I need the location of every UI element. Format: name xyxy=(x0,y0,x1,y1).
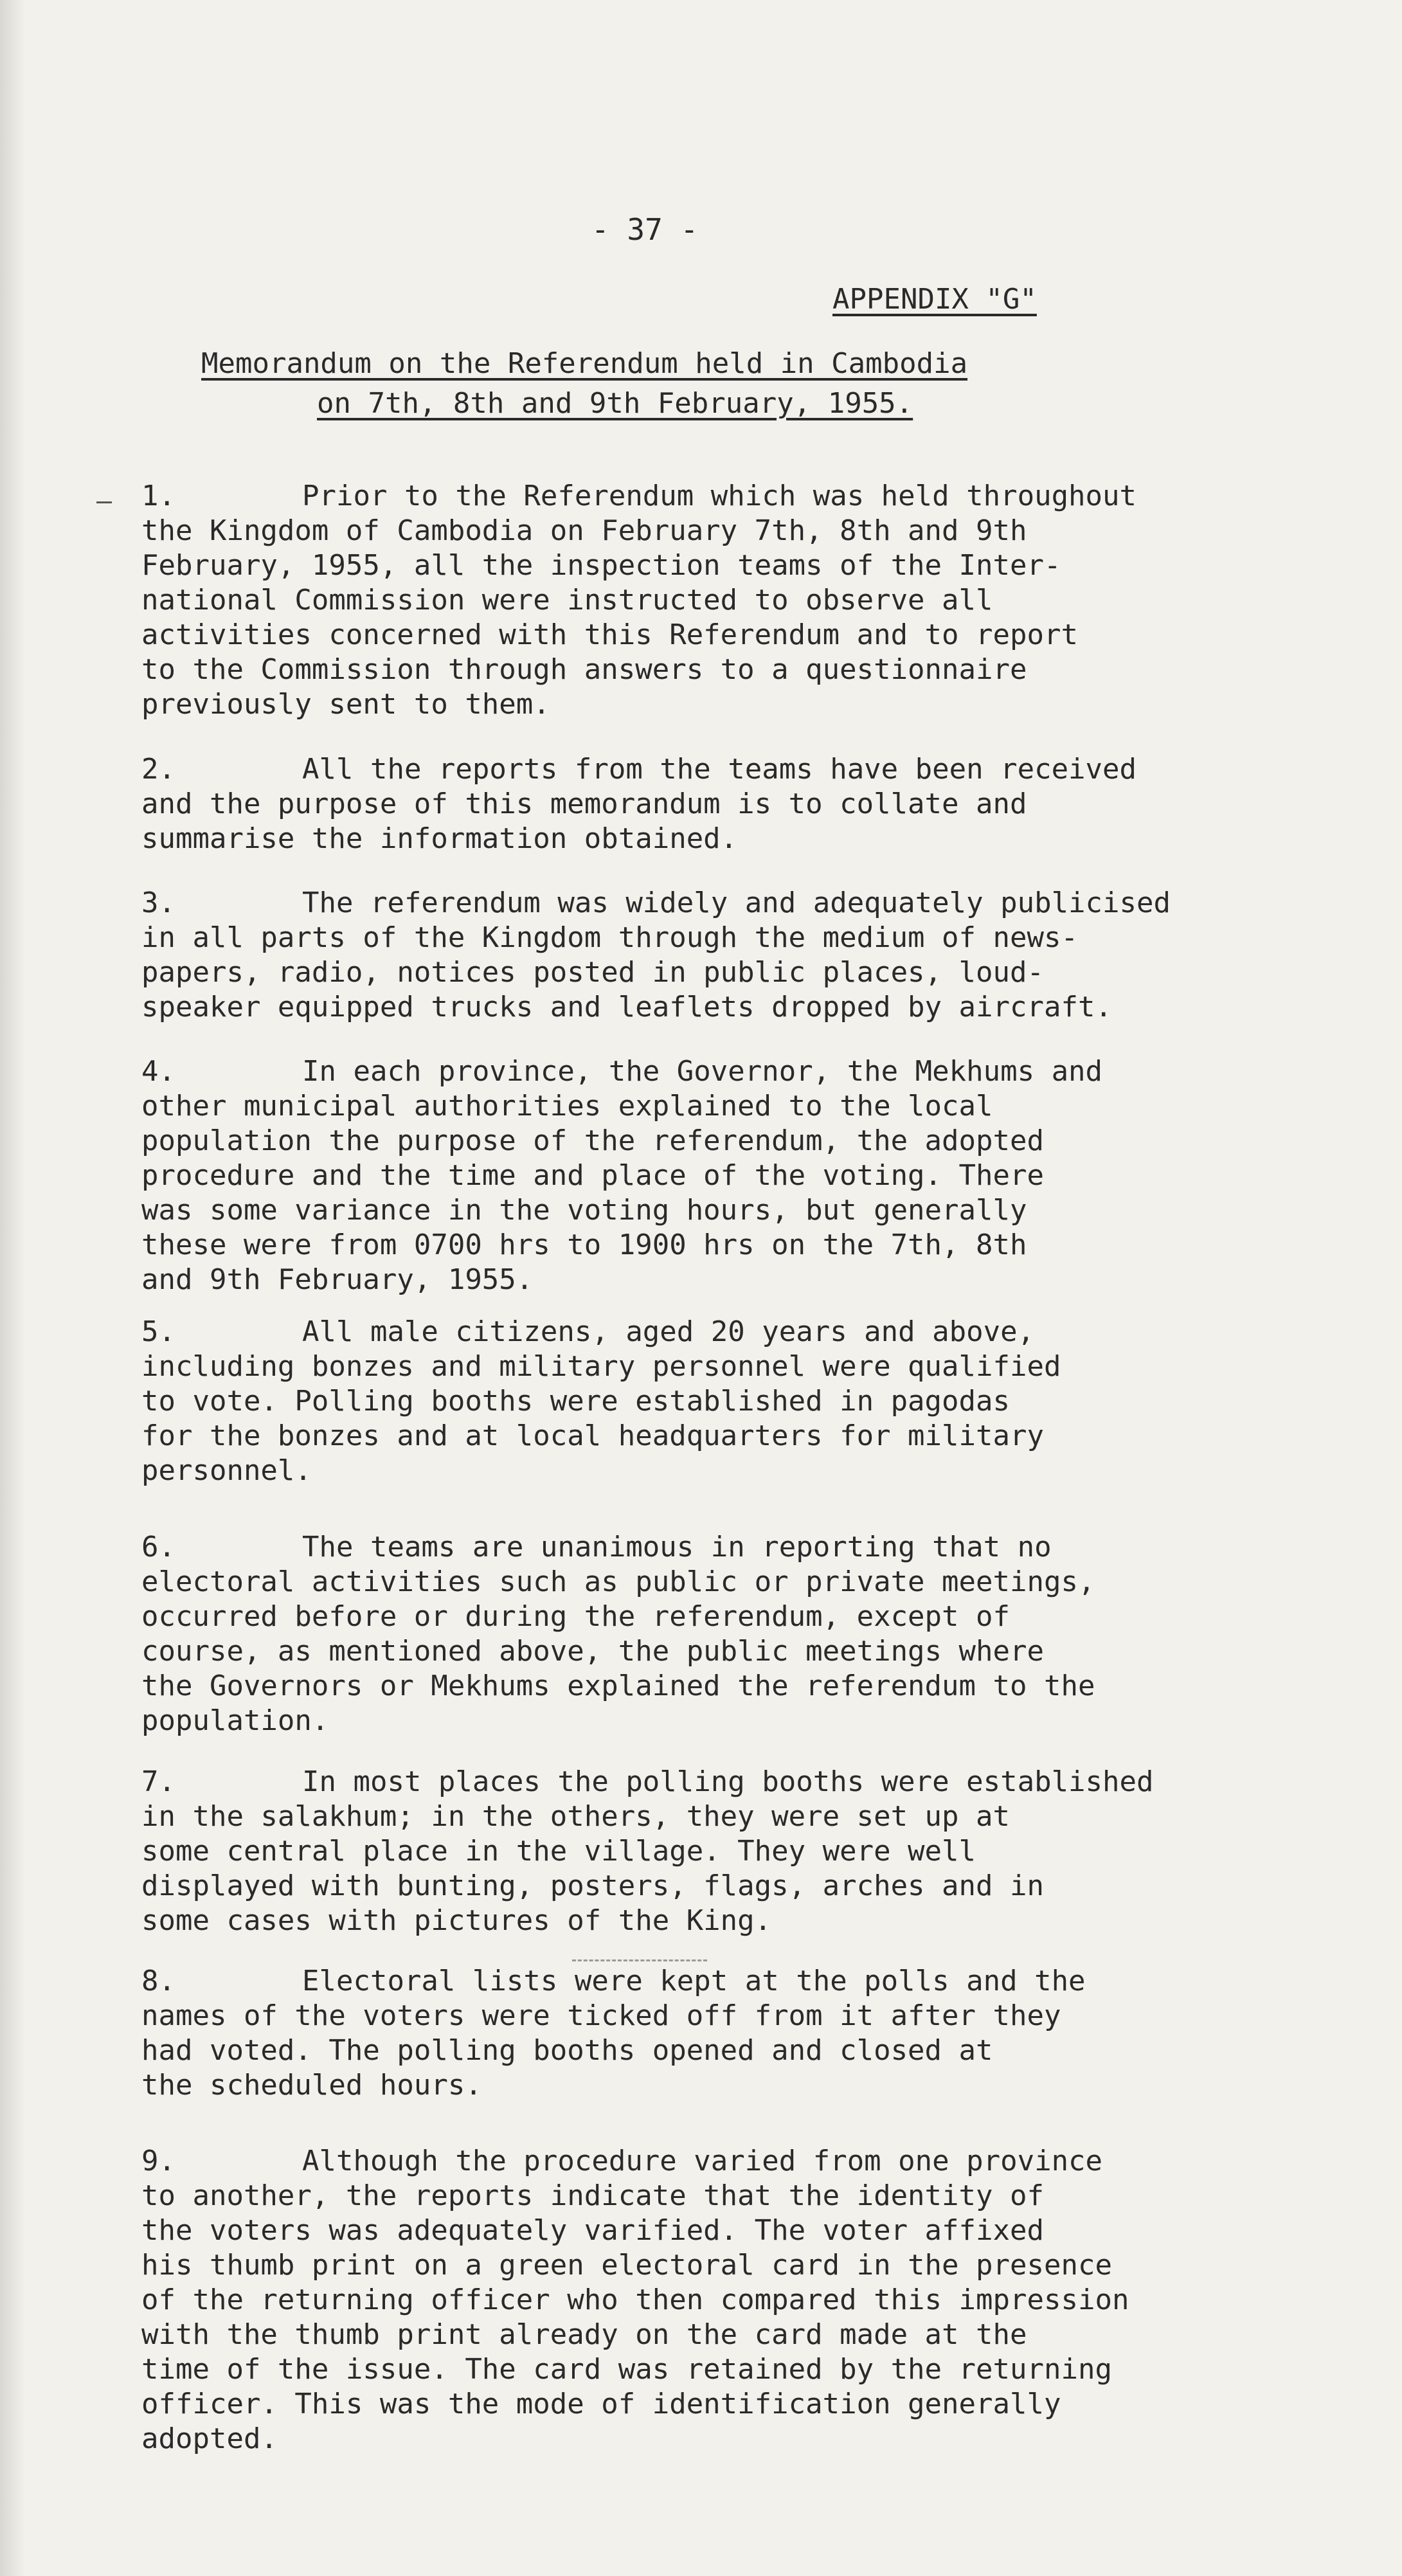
dashed-rule xyxy=(572,1959,707,1961)
paragraph-number: 2. xyxy=(141,753,175,786)
paragraph-text: All male citizens, aged 20 years and above, including bonzes and military personnel were qualified to vote. Polling booths were established in pagodas for the bonzes and at local headquarters for military personnel. xyxy=(141,1315,1061,1487)
paragraph-text: In each province, the Governor, the Mekhums and other municipal authorities explained to the local population the purpose of the referendum, the adopted procedure and the time and place of the voting. There was some variance in the voting hours, but generally these were from 0700 hrs to 1900 hrs on the 7th, 8th and 9th February, 1955. xyxy=(141,1055,1103,1296)
paragraph-text: Although the procedure varied from one province to another, the reports indicate that the identity of the voters was adequately varified. The voter affixed his thumb print on a green electoral card in the presence of the returning officer who then compared this impression with the thumb print already on the card made at the time of the issue. The card was retained by the returning officer. This was the mode of identification generally adopted. xyxy=(141,2145,1129,2455)
paragraph-6 xyxy=(141,1530,1318,1738)
paragraph-text: Prior to the Referendum which was held throughout the Kingdom of Cambodia on February 7th, 8th and 9th February, 1955, all the inspection teams of the Inter- national Commission were instructed to observe all activities concerned with this Referendum and to report to the Commission through answers to a questionnaire previously sent to them. xyxy=(141,480,1137,721)
memorandum-title xyxy=(201,344,967,424)
paragraph-number: 9. xyxy=(141,2145,175,2177)
paragraph-7 xyxy=(141,1765,1318,1938)
paragraph-number: 1. xyxy=(141,480,175,512)
paragraph-3 xyxy=(141,886,1318,1025)
paragraph-text: The teams are unanimous in reporting that no electoral activities such as public or private meetings, occurred before or during the referendum, except of course, as mentioned above, the public meetings where the Governors or Mekhums explained the referendum to the population. xyxy=(141,1531,1095,1737)
appendix-heading: APPENDIX "G" xyxy=(832,283,1037,316)
margin-mark xyxy=(96,501,112,503)
paragraph-text: The referendum was widely and adequately publicised in all parts of the Kingdom through the medium of news- papers, radio, notices posted in public places, loud- speaker equipped trucks and leaflets dropped by aircraft. xyxy=(141,887,1171,1023)
paragraph-8 xyxy=(141,1964,1318,2103)
paragraph-4 xyxy=(141,1054,1318,1297)
page-number: - 37 - xyxy=(591,212,699,247)
paragraph-text: In most places the polling booths were established in the salakhum; in the others, they were set up at some central place in the village. They were well displayed with bunting, posters, flags, arches and in some cases with pictures of the King. xyxy=(141,1765,1154,1937)
paragraph-number: 4. xyxy=(141,1055,175,1088)
paragraph-5 xyxy=(141,1315,1318,1488)
paragraph-number: 7. xyxy=(141,1765,175,1798)
paragraph-text: Electoral lists were kept at the polls and the names of the voters were ticked off from it after they had voted. The polling booths opened and closed at the scheduled hours. xyxy=(141,1965,1086,2102)
memorandum-title-line-2: on 7th, 8th and 9th February, 1955. xyxy=(317,387,913,420)
paragraph-text: All the reports from the teams have been received and the purpose of this memorandum is to collate and summarise the information obtained. xyxy=(141,753,1137,855)
paragraph-number: 3. xyxy=(141,887,175,919)
page-edge-shadow xyxy=(0,0,26,2576)
paragraph-9 xyxy=(141,2144,1318,2456)
paragraph-number: 6. xyxy=(141,1531,175,1563)
paragraph-1 xyxy=(141,479,1318,722)
memorandum-title-line-1: Memorandum on the Referendum held in Cambodia xyxy=(201,347,968,380)
paragraph-2 xyxy=(141,752,1318,856)
paragraph-number: 8. xyxy=(141,1965,175,1997)
paragraph-number: 5. xyxy=(141,1315,175,1348)
